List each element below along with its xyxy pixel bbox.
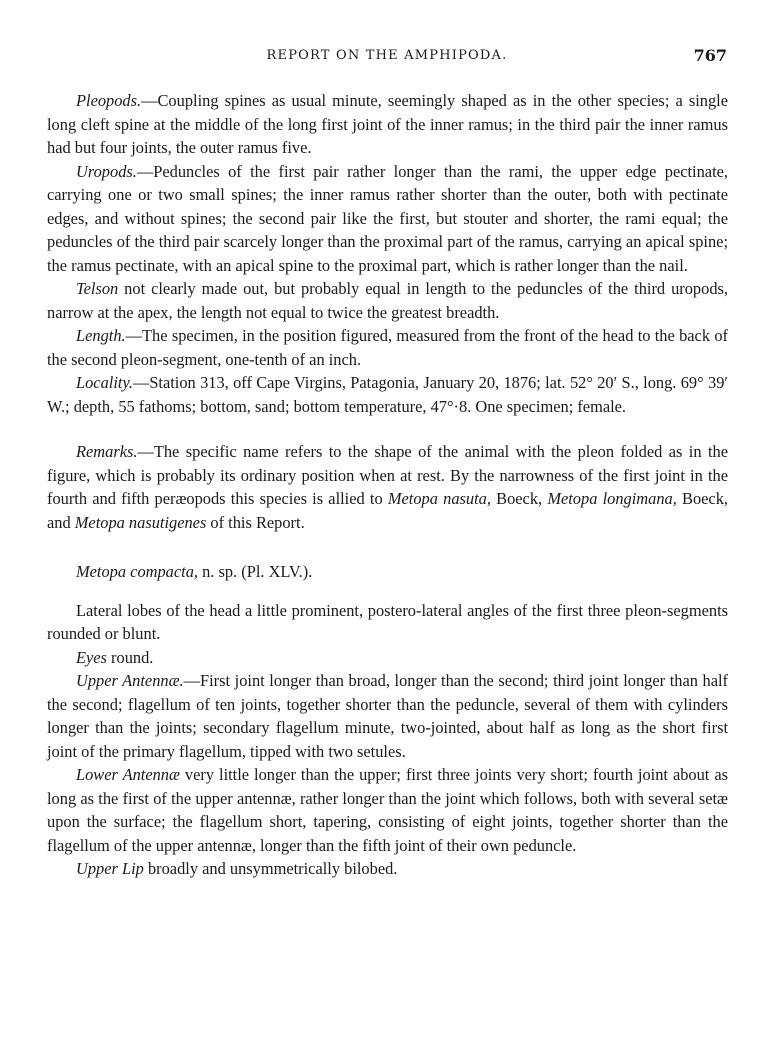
paragraph-text: very little longer than the upper; first three joints very short; fourth joint about as long as the first of the upper antennæ, rather longer than the joint which follows, both with several setæ upon the surface; the flagellum short, tapering, consisting of eight joints, together shorter than the flagellum of the upper antennæ, longer than the fifth joint of their own peduncle. <box>47 765 728 855</box>
paragraph-text: —First joint longer than broad, longer than the second; third joint longer than half the second; flagellum of ten joints, together shorter than the peduncle, several of them with cylinders longer than the joints; secondary flagellum minute, two-jointed, about half as long as the short first joint of the primary flagellum, tipped with two setules. <box>47 671 728 761</box>
paragraph-text: —Peduncles of the first pair rather longer than the rami, the upper edge pectinate, carrying one or two small spines; the inner ramus rather shorter than the outer, both with pectinate edges, and without spines; the second pair like the first, but stouter and shorter, the rami equal; the peduncles of the third pair scarcely longer than the proximal part of the ramus, carrying an apical spine; the ramus pectinate, with an apical spine to the proximal part, which is rather longer than the nail. <box>47 161 728 275</box>
paragraph-pleopods <box>47 89 728 160</box>
paragraph-text: —Station 313, off Cape Virgins, Patagonia, January 20, 1876; lat. 52° 20′ S., long. 69° 39′ W.; depth, 55 fathoms; bottom, sand; bottom temperature, 47°·8. One specimen; female. <box>47 373 728 416</box>
paragraph-telson <box>47 277 728 324</box>
paragraph-text: of this Report. <box>206 512 305 532</box>
body-text <box>47 89 728 881</box>
section-lead: Eyes <box>76 647 107 667</box>
paragraph-upper-antennae <box>47 669 728 763</box>
page-number: 767 <box>693 46 727 65</box>
paragraph-text: Lateral lobes of the head a little prominent, postero-lateral angles of the first three pleon-segments rounded or blunt. <box>47 600 728 643</box>
paragraph-text: Boeck, <box>490 489 548 508</box>
paragraph-text: not clearly made out, but probably equal in length to the peduncles of the third uropods, narrow at the apex, the length not equal to twice the greatest breadth. <box>47 279 728 322</box>
paragraph-lower-antennae <box>47 763 728 857</box>
section-lead: Upper Antennæ. <box>76 671 184 690</box>
running-title: REPORT ON THE AMPHIPODA. <box>266 48 508 63</box>
paragraph-upper-lip <box>47 857 728 881</box>
page-header <box>47 48 727 70</box>
section-lead: Locality. <box>76 373 133 392</box>
section-lead: Lower Antennæ <box>76 765 180 784</box>
section-lead: Telson <box>76 279 119 298</box>
species-name: Metopa longimana, <box>547 489 677 508</box>
paragraph-uropods <box>47 160 728 278</box>
paragraph-text: —The specimen, in the position figured, measured from the front of the head to the back of the second pleon-segment, one-tenth of an inch. <box>47 326 728 369</box>
paragraph-text: Boeck, and <box>47 489 728 532</box>
section-lead: Upper Lip <box>76 859 144 878</box>
paragraph-lateral-lobes <box>47 599 728 646</box>
species-heading-text: n. sp. (Pl. XLV.). <box>198 562 313 581</box>
section-lead: Length. <box>76 326 126 345</box>
paragraph-eyes <box>47 646 728 670</box>
species-name: Metopa nasuta, <box>387 489 491 508</box>
species-name: Metopa compacta, <box>76 562 198 581</box>
section-lead: Pleopods. <box>76 91 142 110</box>
paragraph-text: broadly and unsymmetrically bilobed. <box>143 859 398 878</box>
section-lead: Remarks. <box>76 442 138 461</box>
species-name: Metopa nasutigenes <box>74 512 207 532</box>
paragraph-text: —The specific name refers to the shape of the animal with the pleon folded as in the figure, which is probably its ordinary position when at rest. By the narrowness of the first joint in the fourth and fifth peræopods this species is allied to <box>47 442 728 508</box>
paragraph-text: round. <box>106 647 154 667</box>
species-heading <box>47 560 728 584</box>
paragraph-length <box>47 324 728 371</box>
paragraph-remarks <box>47 440 728 534</box>
paragraph-locality <box>47 371 728 418</box>
paragraph-text: —Coupling spines as usual minute, seemingly shaped as in the other species; a single long cleft spine at the middle of the long first joint of the inner ramus; in the third pair the inner ramus had but four joints, the outer ramus five. <box>47 91 728 157</box>
section-lead: Uropods. <box>76 161 137 181</box>
